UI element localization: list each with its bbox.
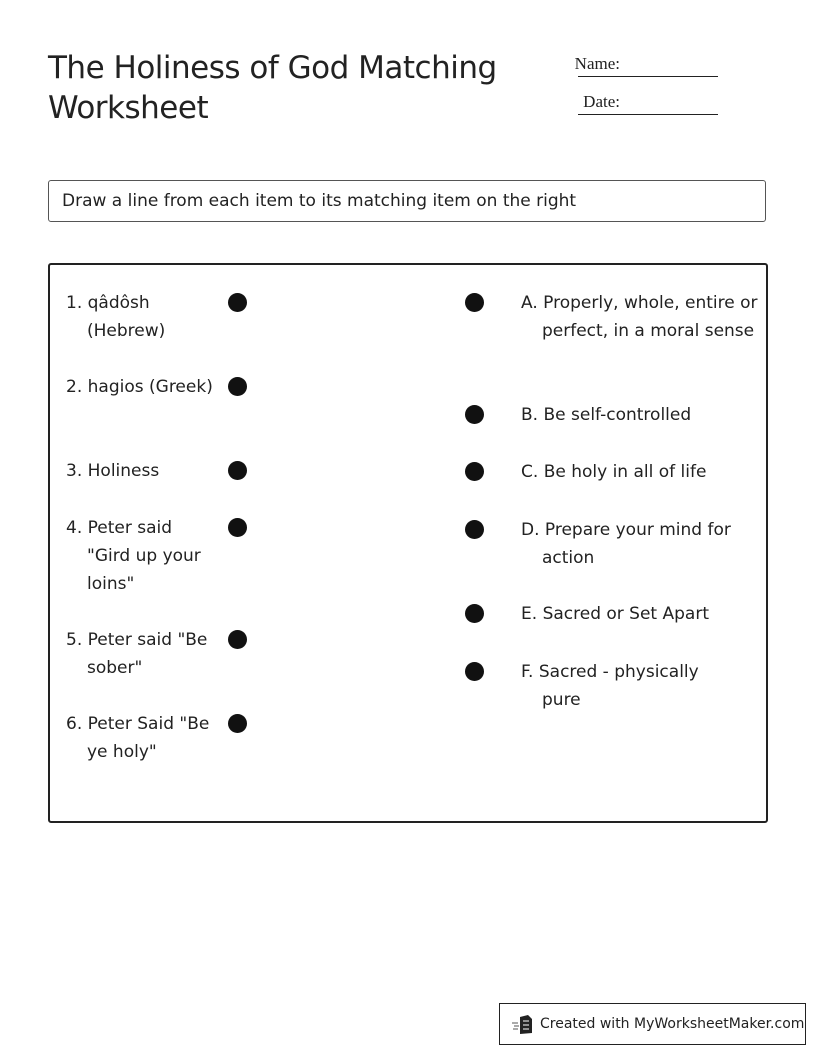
worksheet-maker-logo-icon — [512, 1015, 534, 1035]
item-letter: F. — [521, 662, 534, 682]
item-number: 5. — [66, 630, 83, 650]
left-dot-6[interactable] — [228, 714, 247, 733]
right-dot-e[interactable] — [465, 604, 484, 623]
item-text: Peter said "Be sober" — [87, 630, 208, 678]
item-text: Holiness — [87, 461, 160, 481]
name-label: Name: — [574, 54, 620, 73]
item-letter: A. — [521, 293, 538, 313]
date-input-line[interactable] — [578, 114, 718, 115]
left-dot-1[interactable] — [228, 293, 247, 312]
item-text: Be holy in all of life — [543, 462, 707, 482]
item-number: 1. — [66, 293, 83, 313]
left-item — [66, 710, 212, 766]
instructions-box: Draw a line from each item to its matching item on the right — [48, 180, 766, 222]
left-dot-3[interactable] — [228, 461, 247, 480]
right-dot-a[interactable] — [465, 293, 484, 312]
item-number: 4. — [66, 518, 83, 538]
page-title: The Holiness of God Matching Worksheet — [48, 50, 497, 126]
left-item — [66, 457, 227, 485]
item-text: Peter said "Gird up your loins" — [87, 518, 201, 594]
right-item — [521, 658, 742, 714]
item-text: Peter Said "Be ye holy" — [87, 714, 210, 762]
date-label: Date: — [583, 92, 620, 111]
item-text: hagios (Greek) — [87, 377, 213, 397]
item-text: Properly, whole, entire or perfect, in a moral sense — [542, 293, 758, 341]
item-text: Sacred or Set Apart — [542, 604, 709, 624]
left-dot-5[interactable] — [228, 630, 247, 649]
item-number: 2. — [66, 377, 83, 397]
item-letter: E. — [521, 604, 538, 624]
item-letter: D. — [521, 520, 540, 540]
right-item — [521, 600, 782, 628]
item-text: Prepare your mind for action — [542, 520, 731, 568]
item-letter: B. — [521, 405, 539, 425]
left-item — [66, 626, 227, 682]
right-item — [521, 516, 777, 572]
item-text: qâdôsh (Hebrew) — [87, 293, 166, 341]
item-number: 3. — [66, 461, 83, 481]
right-item — [521, 401, 782, 429]
item-text: Sacred - physically pure — [538, 662, 699, 710]
left-item — [66, 514, 212, 598]
name-input-line[interactable] — [578, 76, 718, 77]
right-dot-b[interactable] — [465, 405, 484, 424]
left-item — [66, 289, 227, 345]
item-text: Be self-controlled — [543, 405, 692, 425]
left-dot-2[interactable] — [228, 377, 247, 396]
matching-box — [48, 263, 768, 823]
left-item — [66, 373, 227, 401]
right-dot-f[interactable] — [465, 662, 484, 681]
right-dot-c[interactable] — [465, 462, 484, 481]
right-dot-d[interactable] — [465, 520, 484, 539]
item-letter: C. — [521, 462, 539, 482]
left-dot-4[interactable] — [228, 518, 247, 537]
right-item — [521, 458, 782, 486]
right-item — [521, 289, 777, 345]
item-number: 6. — [66, 714, 83, 734]
footer-text: Created with MyWorksheetMaker.com — [540, 1016, 805, 1032]
footer-credit[interactable] — [499, 1003, 806, 1045]
